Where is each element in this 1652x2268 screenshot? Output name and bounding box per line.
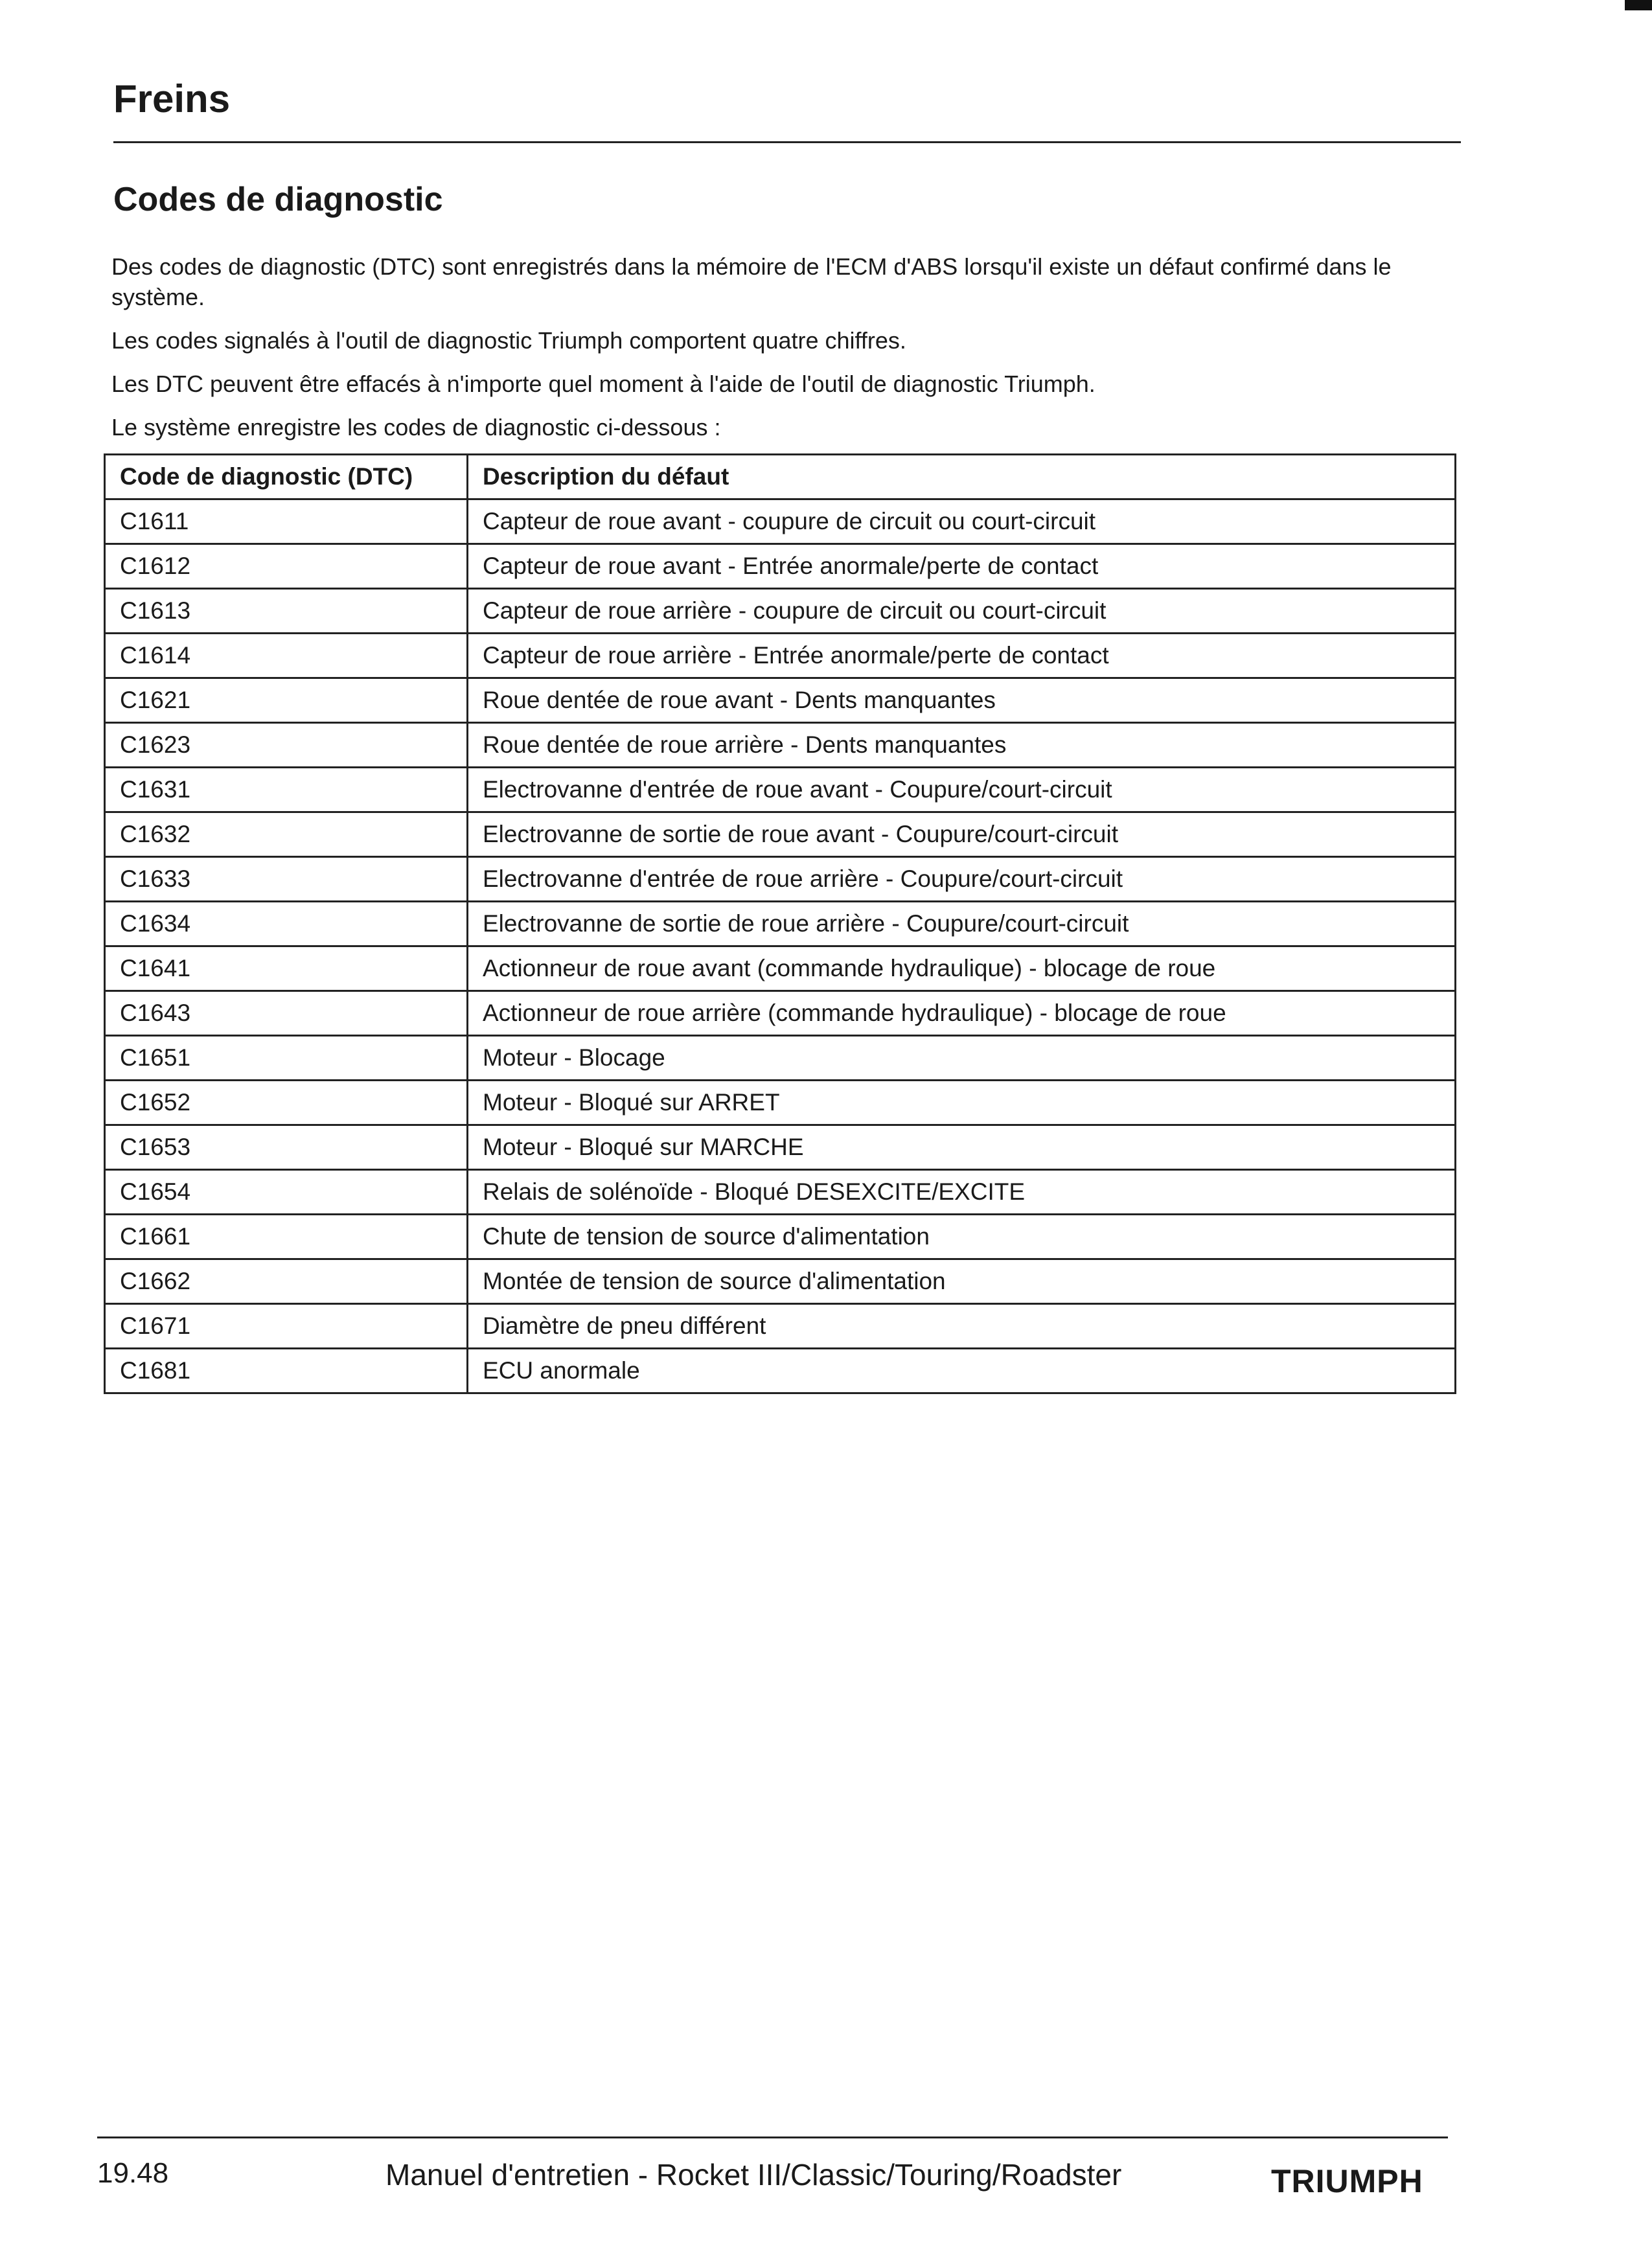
dtc-code: C1661 <box>105 1215 468 1259</box>
dtc-description: Roue dentée de roue avant - Dents manquantes <box>468 678 1456 723</box>
table-row <box>105 768 1456 812</box>
triumph-logo: TRIUMPH <box>1271 2163 1423 2199</box>
dtc-code: C1621 <box>105 678 468 723</box>
table-row <box>105 1170 1456 1215</box>
dtc-code: C1634 <box>105 902 468 946</box>
intro-paragraph: Le système enregistre les codes de diagnostic ci-dessous : <box>111 414 721 441</box>
dtc-code: C1654 <box>105 1170 468 1215</box>
page-corner-mark <box>1625 0 1652 10</box>
table-row <box>105 544 1456 589</box>
table-row <box>105 499 1456 544</box>
dtc-description: Chute de tension de source d'alimentation <box>468 1215 1456 1259</box>
dtc-code: C1631 <box>105 768 468 812</box>
table-row <box>105 1215 1456 1259</box>
dtc-description: ECU anormale <box>468 1349 1456 1393</box>
table-row <box>105 1125 1456 1170</box>
table-row <box>105 678 1456 723</box>
table-row <box>105 812 1456 857</box>
dtc-description: Moteur - Blocage <box>468 1036 1456 1081</box>
dtc-table <box>104 453 1456 1394</box>
dtc-description: Electrovanne d'entrée de roue avant - Coupure/court-circuit <box>468 768 1456 812</box>
table-row <box>105 1081 1456 1125</box>
dtc-code: C1652 <box>105 1081 468 1125</box>
table-row <box>105 991 1456 1036</box>
header-rule <box>113 141 1461 143</box>
dtc-description: Relais de solénoïde - Bloqué DESEXCITE/EXCITE <box>468 1170 1456 1215</box>
dtc-description: Montée de tension de source d'alimentation <box>468 1259 1456 1304</box>
dtc-code: C1612 <box>105 544 468 589</box>
dtc-description: Actionneur de roue avant (commande hydraulique) - blocage de roue <box>468 946 1456 991</box>
dtc-code: C1681 <box>105 1349 468 1393</box>
intro-paragraph: Les codes signalés à l'outil de diagnostic Triumph comportent quatre chiffres. <box>111 327 906 354</box>
dtc-code: C1653 <box>105 1125 468 1170</box>
dtc-description: Moteur - Bloqué sur MARCHE <box>468 1125 1456 1170</box>
dtc-code: C1641 <box>105 946 468 991</box>
table-row <box>105 589 1456 634</box>
intro-text <box>111 251 1465 455</box>
dtc-description: Diamètre de pneu différent <box>468 1304 1456 1349</box>
table-row <box>105 857 1456 902</box>
page-number: 19.48 <box>97 2157 169 2189</box>
dtc-code: C1613 <box>105 589 468 634</box>
intro-paragraph: Les DTC peuvent être effacés à n'importe quel moment à l'aide de l'outil de diagnostic Triumph. <box>111 371 1096 397</box>
intro-paragraph: Des codes de diagnostic (DTC) sont enregistrés dans la mémoire de l'ECM d'ABS lorsqu'il existe un défaut confirmé dans le système. <box>111 253 1392 310</box>
dtc-description: Capteur de roue arrière - Entrée anormale/perte de contact <box>468 634 1456 678</box>
table-row <box>105 1259 1456 1304</box>
chapter-title: Freins <box>113 77 231 120</box>
dtc-code: C1633 <box>105 857 468 902</box>
column-header-code: Code de diagnostic (DTC) <box>105 455 468 499</box>
dtc-description: Capteur de roue avant - coupure de circuit ou court-circuit <box>468 499 1456 544</box>
dtc-description: Electrovanne de sortie de roue arrière - Coupure/court-circuit <box>468 902 1456 946</box>
dtc-code: C1671 <box>105 1304 468 1349</box>
table-row <box>105 902 1456 946</box>
footer-title: Manuel d'entretien - Rocket III/Classic/Touring/Roadster <box>385 2158 1122 2192</box>
dtc-description: Electrovanne de sortie de roue avant - Coupure/court-circuit <box>468 812 1456 857</box>
dtc-description: Actionneur de roue arrière (commande hydraulique) - blocage de roue <box>468 991 1456 1036</box>
dtc-code: C1662 <box>105 1259 468 1304</box>
dtc-description: Capteur de roue arrière - coupure de circuit ou court-circuit <box>468 589 1456 634</box>
dtc-description: Roue dentée de roue arrière - Dents manquantes <box>468 723 1456 768</box>
dtc-code: C1611 <box>105 499 468 544</box>
column-header-description: Description du défaut <box>468 455 1456 499</box>
dtc-code: C1632 <box>105 812 468 857</box>
section-title: Codes de diagnostic <box>113 181 443 218</box>
dtc-description: Electrovanne d'entrée de roue arrière - Coupure/court-circuit <box>468 857 1456 902</box>
dtc-code: C1651 <box>105 1036 468 1081</box>
table-row <box>105 1349 1456 1393</box>
table-header-row <box>105 455 1456 499</box>
table-row <box>105 723 1456 768</box>
dtc-code: C1614 <box>105 634 468 678</box>
dtc-code: C1643 <box>105 991 468 1036</box>
dtc-code: C1623 <box>105 723 468 768</box>
dtc-description: Moteur - Bloqué sur ARRET <box>468 1081 1456 1125</box>
table-row <box>105 946 1456 991</box>
dtc-description: Capteur de roue avant - Entrée anormale/perte de contact <box>468 544 1456 589</box>
table-row <box>105 1304 1456 1349</box>
table-row <box>105 1036 1456 1081</box>
footer-rule <box>97 2136 1448 2138</box>
table-row <box>105 634 1456 678</box>
